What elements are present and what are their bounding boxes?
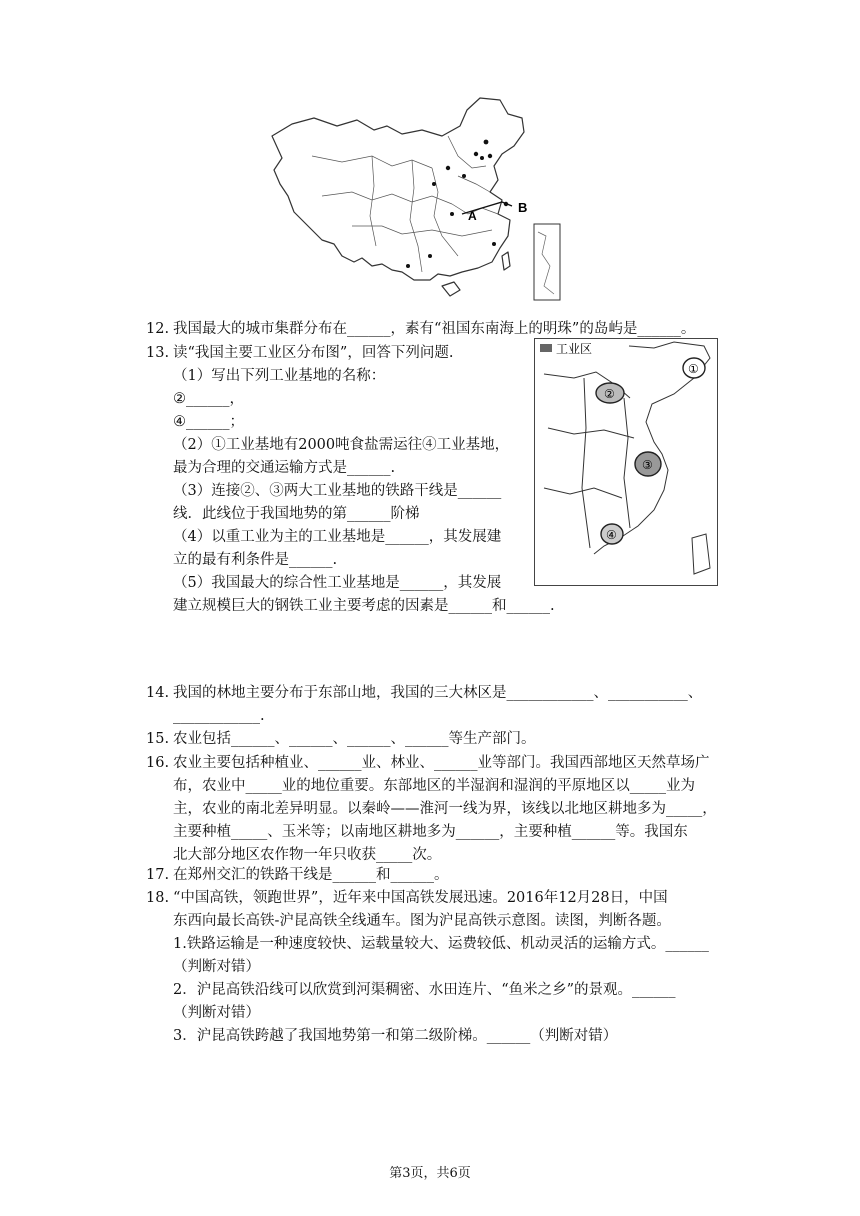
question-text: （1）写出下列工业基地的名称： bbox=[173, 368, 386, 384]
marker-1: ① bbox=[688, 362, 699, 376]
question-14 bbox=[146, 682, 728, 728]
question-16 bbox=[146, 752, 728, 867]
question-text: ____________. bbox=[173, 708, 265, 724]
question-text: 立的最有利条件是______. bbox=[173, 552, 338, 568]
question-number: 15. bbox=[146, 731, 170, 747]
question-text: 线．此线位于我国地势的第______阶梯 bbox=[173, 506, 420, 522]
question-text: 主要种植_____、玉米等；以南地区耕地多为______，主要种植______等。我国东 bbox=[173, 824, 688, 840]
question-text: （判断对错） bbox=[173, 1005, 260, 1021]
question-number: 16. bbox=[146, 755, 170, 771]
question-text: （3）连接②、③两大工业基地的铁路干线是______ bbox=[173, 483, 502, 499]
question-text: （4）以重工业为主的工业基地是______，其发展建 bbox=[173, 529, 502, 545]
question-text: （5）我国最大的综合性工业基地是______，其发展 bbox=[173, 575, 502, 591]
question-text: 建立规模巨大的钢铁工业主要考虑的因素是______和______. bbox=[173, 598, 555, 614]
question-number: 17. bbox=[146, 867, 170, 883]
map-marker-a: A bbox=[468, 209, 477, 223]
question-text: 最为合理的交通运输方式是______. bbox=[173, 460, 396, 476]
question-text: （判断对错） bbox=[173, 959, 260, 975]
map-marker-b: B bbox=[518, 200, 528, 215]
marker-3: ③ bbox=[642, 458, 653, 472]
question-text: 2．沪昆高铁沿线可以欣赏到河渠稠密、水田连片、“鱼米之乡”的景观。______ bbox=[173, 982, 676, 998]
question-text: 主，农业的南北差异明显。以秦岭——淮河一线为界，该线以北地区耕地多为_____， bbox=[173, 801, 717, 817]
question-18 bbox=[146, 887, 728, 1048]
question-number: 13. bbox=[146, 345, 170, 361]
question-text: ④______； bbox=[173, 414, 244, 430]
question-text: 1.铁路运输是一种速度较快、运载量较大、运费较低、机动灵活的运输方式。______ bbox=[173, 936, 709, 952]
question-15 bbox=[146, 728, 728, 751]
question-text: 农业主要包括种植业、______业、林业、______业等部门。我国西部地区天然草场广 bbox=[173, 755, 710, 771]
question-text: 东西向最长高铁-沪昆高铁全线通车。图为沪昆高铁示意图。读图，判断各题。 bbox=[173, 913, 671, 929]
question-number: 12. bbox=[146, 321, 170, 337]
question-text: “中国高铁，领跑世界”，近年来中国高铁发展迅速。2016年12月28日，中国 bbox=[173, 890, 668, 906]
question-text: 农业包括______、______、______、______等生产部门。 bbox=[173, 731, 536, 747]
question-17 bbox=[146, 864, 728, 887]
question-text: 北大部分地区农作物一年只收获_____次。 bbox=[173, 847, 442, 863]
question-text: 在郑州交汇的铁路干线是______和______。 bbox=[173, 867, 449, 883]
question-text: 我国最大的城市集群分布在______，素有“祖国东南海上的明珠”的岛屿是______。 bbox=[173, 321, 696, 337]
marker-2: ② bbox=[604, 387, 615, 401]
page-number-label: 第3页，共6页 bbox=[389, 1166, 471, 1181]
legend-swatch-icon bbox=[540, 344, 552, 352]
legend-label: 工业区 bbox=[556, 342, 593, 356]
marker-4: ④ bbox=[606, 528, 617, 542]
industry-zone-map bbox=[534, 338, 718, 586]
question-text: （2）①工业基地有2000吨食盐需运往④工业基地， bbox=[173, 437, 510, 453]
question-number: 18. bbox=[146, 890, 170, 906]
question-text: 3．沪昆高铁跨越了我国地势第一和第二级阶梯。______（判断对错） bbox=[173, 1028, 618, 1044]
question-text: 布，农业中_____业的地位重要。东部地区的半湿润和湿润的平原地区以_____业为 bbox=[173, 778, 695, 794]
question-text: ②______， bbox=[173, 391, 244, 407]
page-footer bbox=[0, 1162, 860, 1181]
question-text: 我国的林地主要分布于东部山地，我国的三大林区是____________、___________、 bbox=[173, 685, 703, 701]
question-text: 读“我国主要工业区分布图”，回答下列问题. bbox=[173, 345, 454, 361]
question-number: 14. bbox=[146, 685, 170, 701]
china-map-figure bbox=[262, 96, 562, 302]
